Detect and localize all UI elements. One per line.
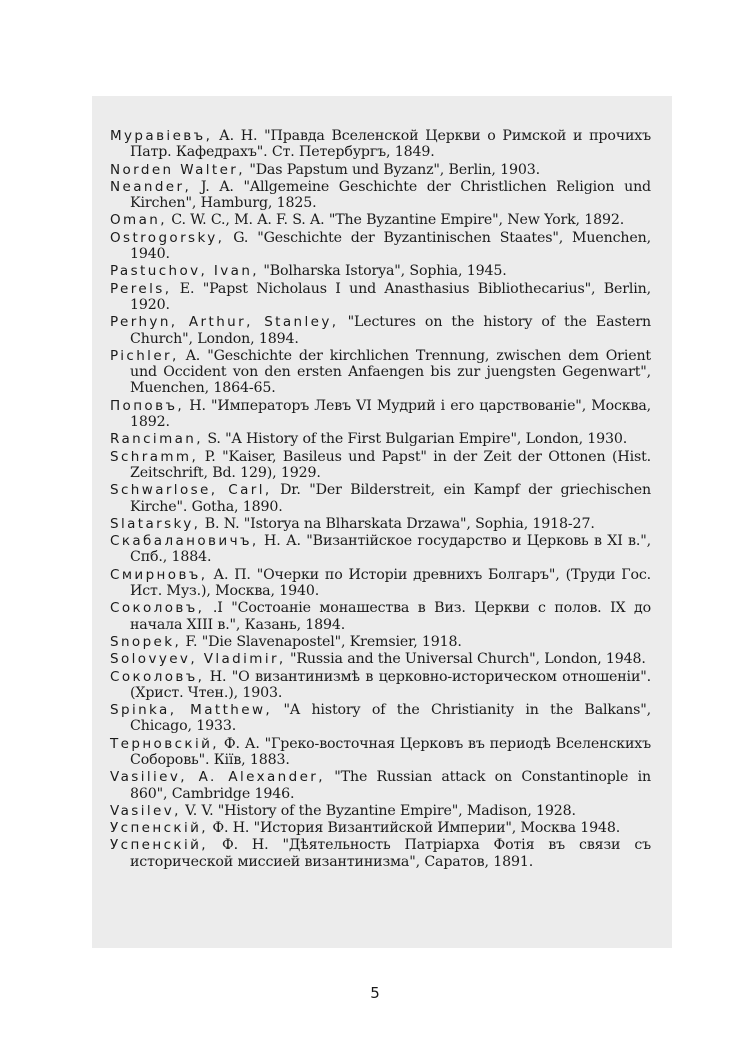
entry-author: Schwarlose, Carl,: [110, 482, 272, 499]
entry-citation: G. "Geschichte der Byzantinischen Staates", Muenchen, 1940.: [130, 229, 651, 263]
bibliography-entry: [110, 736, 651, 769]
bibliography-entry: [110, 837, 651, 870]
bibliography-entry: [110, 431, 651, 447]
entry-author: Терновскій,: [110, 735, 219, 752]
bibliography-entry: [110, 634, 651, 650]
entry-author: Schramm,: [110, 448, 199, 465]
bibliography-entry: [110, 449, 651, 482]
entry-citation: Н. "Императоръ Левъ VI Мудрий і его царствованіе", Москва, 1892.: [130, 397, 651, 431]
bibliography-entry: [110, 398, 651, 431]
bibliography-entry: [110, 281, 651, 314]
bibliography-entry: [110, 348, 651, 397]
bibliography-entry: [110, 533, 651, 566]
entry-citation: А. П. "Очерки по Исторіи древнихъ Болгаръ", (Труди Гос. Ист. Муз.), Москва, 1940.: [130, 566, 651, 600]
entry-citation: Н. "О византинизмѣ в церковно-историческом отношеніи". (Христ. Чтен.), 1903.: [130, 668, 651, 701]
entry-citation: F. "Die Slavenapostel", Kremsier, 1918.: [181, 633, 462, 650]
entry-author: Perhyn, Arthur, Stanley,: [110, 314, 339, 331]
entry-citation: А. Н. "Правда Вселенской Церкви о Римской и прочихъ Патр. Кафедрахъ". Ст. Петербургъ, 1849.: [130, 128, 651, 161]
bibliography-entry: [110, 803, 651, 819]
entry-author: Скабалановичъ,: [110, 533, 259, 550]
entry-author: Spinka, Matthew,: [110, 702, 273, 719]
entry-author: Поповъ,: [110, 397, 185, 414]
bibliography-entry: [110, 769, 651, 802]
entry-author: Муравіевъ,: [110, 128, 213, 144]
entry-author: Oman,: [110, 212, 167, 229]
entry-author: Ranciman,: [110, 431, 203, 448]
bibliography-entry: [110, 820, 651, 836]
bibliography-entry: [110, 230, 651, 263]
bibliography-entry: [110, 516, 651, 532]
entry-author: Соколовъ,: [110, 600, 205, 617]
bibliography-entry: [110, 669, 651, 702]
entry-citation: P. "Kaiser, Basileus und Papst" in der Zeit der Ottonen (Hist. Zeitschrift, Bd. 129), 1929.: [130, 448, 651, 481]
entry-citation: E. "Papst Nicholaus I und Anasthasius Bibliothecarius", Berlin, 1920.: [130, 280, 651, 313]
entry-author: Solovyev, Vladimir,: [110, 651, 286, 668]
entry-author: Pastuchov, Ivan,: [110, 263, 259, 280]
bibliography-entry: [110, 314, 651, 347]
page-number: 5: [370, 984, 380, 1002]
bibliography-list: [110, 128, 651, 871]
entry-citation: V. V. "History of the Byzantine Empire", Madison, 1928.: [180, 802, 576, 819]
entry-author: Pichler,: [110, 347, 179, 364]
bibliography-entry: [110, 702, 651, 735]
entry-citation: "Das Papstum und Byzanz", Berlin, 1903.: [244, 161, 540, 178]
bibliography-entry: [110, 128, 651, 161]
bibliography-entry: [110, 482, 651, 515]
entry-author: Ostrogorsky,: [110, 229, 225, 246]
entry-citation: "A history of the Christianity in the Balkans", Chicago, 1933.: [130, 702, 651, 735]
entry-author: Perels,: [110, 280, 172, 297]
bibliography-entry: [110, 263, 651, 279]
entry-author: Успенскій,: [110, 820, 208, 837]
bibliography-entry: [110, 162, 651, 178]
entry-citation: Ф. Н. "Дѣятельность Патріарха Фотія въ связи съ исторической миссией византинизма", Саратов, 1891.: [130, 837, 651, 870]
entry-author: Смирновъ,: [110, 566, 208, 583]
bibliography-entry: [110, 651, 651, 667]
entry-citation: S. "A History of the First Bulgarian Empire", London, 1930.: [202, 431, 628, 448]
bibliography-entry: [110, 179, 651, 212]
bibliography-entry: [110, 212, 651, 228]
entry-citation: "Bolharska Istorya", Sophia, 1945.: [259, 263, 507, 280]
entry-citation: "Lectures on the history of the Eastern Church", London, 1894.: [130, 314, 651, 347]
entry-citation: Ф. А. "Греко-восточная Церковъ въ периодѣ Вселенскихъ Соборовь". Кіїв, 1883.: [130, 735, 651, 768]
entry-citation: Ф. Н. "История Византийской Империи", Москва 1948.: [208, 820, 621, 837]
entry-author: Norden Walter,: [110, 161, 245, 178]
entry-citation: Н. А. "Византійское государство и Церковь в XI в.", Спб., 1884.: [130, 533, 651, 566]
entry-citation: "The Russian attack on Constantinople in 860", Cambridge 1946.: [130, 769, 651, 802]
entry-citation: Dr. "Der Bilderstreit, ein Kampf der griechischen Kirche". Gotha, 1890.: [130, 482, 651, 515]
entry-citation: C. W. C., M. A. F. S. A. "The Byzantine Empire", New York, 1892.: [166, 212, 625, 229]
entry-author: Neander,: [110, 178, 192, 195]
entry-author: Vasilev,: [110, 802, 181, 819]
bibliography-entry: [110, 600, 651, 633]
bibliography-entry: [110, 567, 651, 600]
entry-author: Соколовъ,: [110, 668, 205, 685]
entry-citation: A. "Geschichte der kirchlichen Trennung, zwischen dem Orient und Occident von den ersten Anfaengen bis zur juengsten Gegenwart", Muenchen, 1864-65.: [130, 347, 651, 397]
entry-citation: J. A. "Allgemeine Geschichte der Christlichen Religion und Kirchen", Hamburg, 1825.: [130, 178, 651, 212]
entry-author: Slatarsky,: [110, 515, 201, 532]
entry-author: Vasiliev, A. Alexander,: [110, 769, 325, 786]
entry-citation: .І "Состоаніе монашества в Виз. Церкви с полов. IX до начала XIII в.", Казань, 1894.: [130, 600, 651, 633]
entry-author: Snopek,: [110, 633, 182, 650]
entry-author: Успенскій,: [110, 837, 208, 854]
entry-citation: B. N. "Istorya na Blharskata Drzawa", Sophia, 1918-27.: [200, 515, 595, 532]
entry-citation: "Russia and the Universal Church", London, 1948.: [285, 651, 646, 668]
